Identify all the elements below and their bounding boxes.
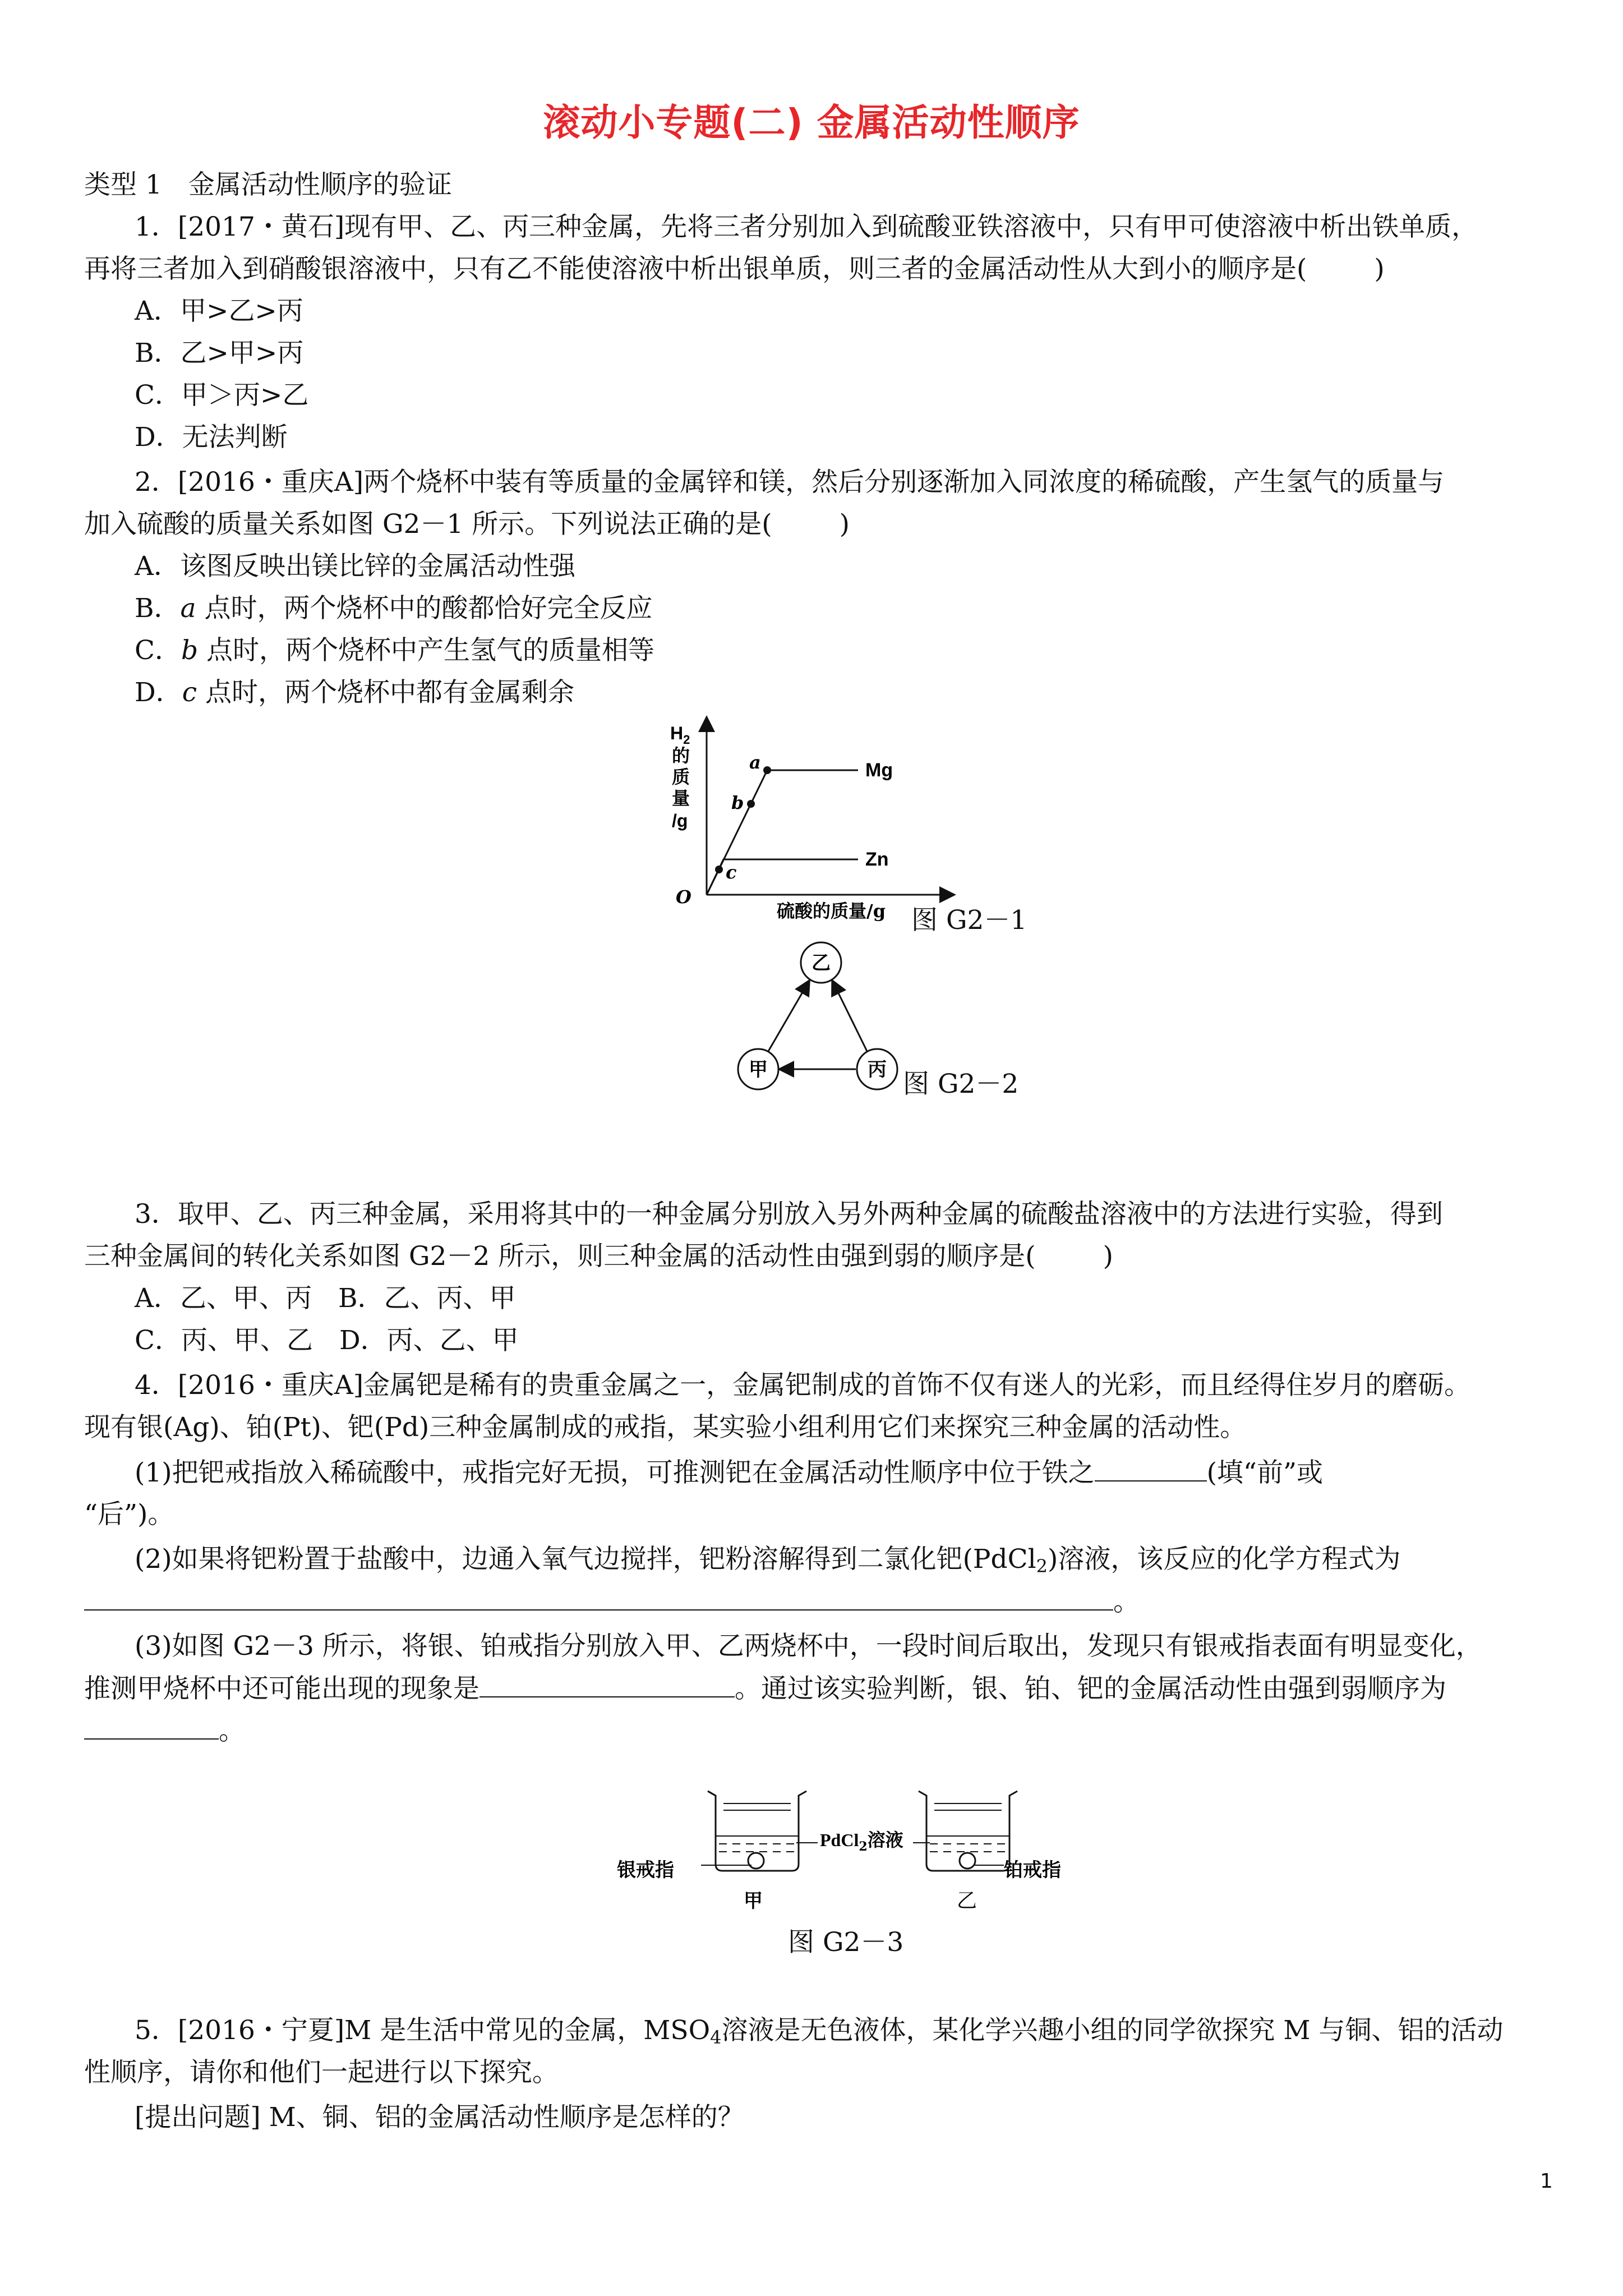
node-top-label: 乙 <box>811 952 831 974</box>
figure-g2-2-caption: 图 G2－2 <box>903 1069 1019 1099</box>
figure-g2-1-caption: 图 G2－1 <box>911 905 1027 936</box>
zn-series-label: Zn <box>865 849 889 870</box>
question-4-line-2: 现有银(Ag)、铂(Pt)、钯(Pd)三种金属制成的戒指，某实验小组利用它们来探究三种金属的活动性。 <box>84 1412 1247 1443</box>
mg-series-label: Mg <box>865 760 893 781</box>
node-right-label: 丙 <box>868 1059 887 1081</box>
point-a-label: a <box>749 752 761 773</box>
question-3-line-1: 3．取甲、乙、丙三种金属，采用将其中的一种金属分别放入另外两种金属的硫酸盐溶液中的方法进行实验，得到 <box>135 1199 1443 1230</box>
beaker-right-label: 乙 <box>957 1889 978 1912</box>
question-3-line-2: 三种金属间的转化关系如图 G2－2 所示，则三种金属的活动性由强到弱的顺序是( ) <box>84 1241 1113 1272</box>
platinum-ring-label: 铂戒指 <box>1004 1859 1061 1881</box>
y-axis-label-4: /g <box>672 811 688 831</box>
question-1-option-c: C．甲＞丙>乙 <box>135 380 309 411</box>
point-c-label: c <box>726 862 737 883</box>
beaker-left <box>708 1791 806 1871</box>
question-1-line-2: 再将三者加入到硝酸银溶液中，只有乙不能使溶液中析出银单质，则三者的金属活动性从大到小的顺序是( ) <box>84 254 1385 284</box>
y-axis-label-h: $H_2$ <box>670 723 690 747</box>
question-4-part-2-line-2: 。 <box>84 1585 1140 1619</box>
question-4-part-3-line-3: 。 <box>84 1714 245 1748</box>
question-2-line-2: 加入硫酸的质量关系如图 G2－1 所示。下列说法正确的是( ) <box>84 509 850 540</box>
platinum-ring-icon <box>960 1853 975 1869</box>
question-3-options-2: C．丙、甲、乙 D．丙、乙、甲 <box>135 1325 519 1356</box>
arrow-left-to-top <box>768 982 809 1051</box>
question-4-part-1-line-2: “后”)。 <box>84 1499 174 1530</box>
answer-blank[interactable] <box>84 1714 219 1740</box>
figure-g2-3-beakers <box>611 1781 1105 1927</box>
arrow-right-to-top <box>833 982 867 1051</box>
question-2-option-b: B．a 点时，两个烧杯中的酸都恰好完全反应 <box>135 593 653 624</box>
question-5-line-1: 5．[2016・宁夏]M 是生活中常见的金属，$MSO_4$溶液是无色液体，某化学兴趣小组的同学欲探究 M 与铜、铝的活动 <box>135 2015 1504 2048</box>
question-2-option-a: A．该图反映出镁比锌的金属活动性强 <box>135 551 575 582</box>
question-4-part-3-line-1: (3)如图 G2－3 所示，将银、铂戒指分别放入甲、乙两烧杯中，一段时间后取出，发现只有银戒指表面有明显变化， <box>135 1631 1482 1662</box>
silver-ring-label: 银戒指 <box>617 1859 674 1881</box>
y-axis-label-1: 的 <box>672 745 690 766</box>
silver-ring-icon <box>748 1853 764 1869</box>
y-axis-label-2: 质 <box>672 766 690 788</box>
page-number: 1 <box>1540 2170 1553 2193</box>
question-5-line-3: [提出问题] M、铜、铝的金属活动性顺序是怎样的？ <box>135 2102 744 2133</box>
y-axis-label-3: 量 <box>672 788 690 809</box>
answer-blank[interactable] <box>479 1672 735 1697</box>
origin-label: O <box>676 886 691 908</box>
question-2-line-1: 2．[2016・重庆A]两个烧杯中装有等质量的金属锌和镁，然后分别逐渐加入同浓度的稀硫酸，产生氢气的质量与 <box>135 467 1445 498</box>
node-left-label: 甲 <box>749 1059 768 1081</box>
solution-label: PdCl$_2$溶液 <box>820 1829 903 1854</box>
section-heading: 类型 1 金属活动性顺序的验证 <box>84 169 452 200</box>
answer-blank[interactable] <box>1095 1456 1207 1481</box>
figure-g2-3-caption: 图 G2－3 <box>788 1927 904 1958</box>
question-2-option-d: D．c 点时，两个烧杯中都有金属剩余 <box>135 677 574 708</box>
beaker-left-label: 甲 <box>744 1890 763 1912</box>
point-b-marker <box>747 800 755 808</box>
question-1-option-b: B．乙>甲>丙 <box>135 338 304 369</box>
question-1-option-d: D．无法判断 <box>135 422 288 453</box>
point-c-marker <box>715 866 723 873</box>
question-4-part-3-line-2: 推测甲烧杯中还可能出现的现象是 。通过该实验判断，银、铂、钯的金属活动性由强到弱顺序为 <box>84 1672 1446 1706</box>
question-4-part-2-line-1: (2)如果将钯粉置于盐酸中，边通入氧气边搅拌，钯粉溶解得到二氯化钯(PdCl$_2$)溶液，该反应的化学方程式为 <box>135 1544 1401 1577</box>
question-1-option-a: A．甲>乙>丙 <box>135 296 303 326</box>
point-b-label: b <box>731 792 744 813</box>
x-axis-label: 硫酸的质量/g <box>777 900 886 922</box>
beaker-right <box>919 1791 1017 1871</box>
answer-blank[interactable] <box>84 1585 1113 1611</box>
page-title: 滚动小专题(二) 金属活动性顺序 <box>543 101 1080 144</box>
question-2-option-c: C．b 点时，两个烧杯中产生氢气的质量相等 <box>135 635 655 666</box>
question-4-line-1: 4．[2016・重庆A]金属钯是稀有的贵重金属之一，金属钯制成的首饰不仅有迷人的光彩，而且经得住岁月的磨砺。 <box>135 1370 1471 1401</box>
question-3-options-1: A．乙、甲、丙 B．乙、丙、甲 <box>135 1283 516 1314</box>
question-1-line-1: 1．[2017・黄石]现有甲、乙、丙三种金属，先将三者分别加入到硫酸亚铁溶液中，只有甲可使溶液中析出铁单质， <box>135 211 1478 242</box>
question-4-part-1-line-1: (1)把钯戒指放入稀硫酸中，戒指完好无损，可推测钯在金属活动性顺序中位于铁之 (填“前”或 <box>135 1456 1323 1490</box>
question-5-line-2: 性顺序，请你和他们一起进行以下探究。 <box>84 2057 559 2088</box>
figure-g2-2-diagram <box>729 931 920 1099</box>
point-a-marker <box>763 766 771 774</box>
